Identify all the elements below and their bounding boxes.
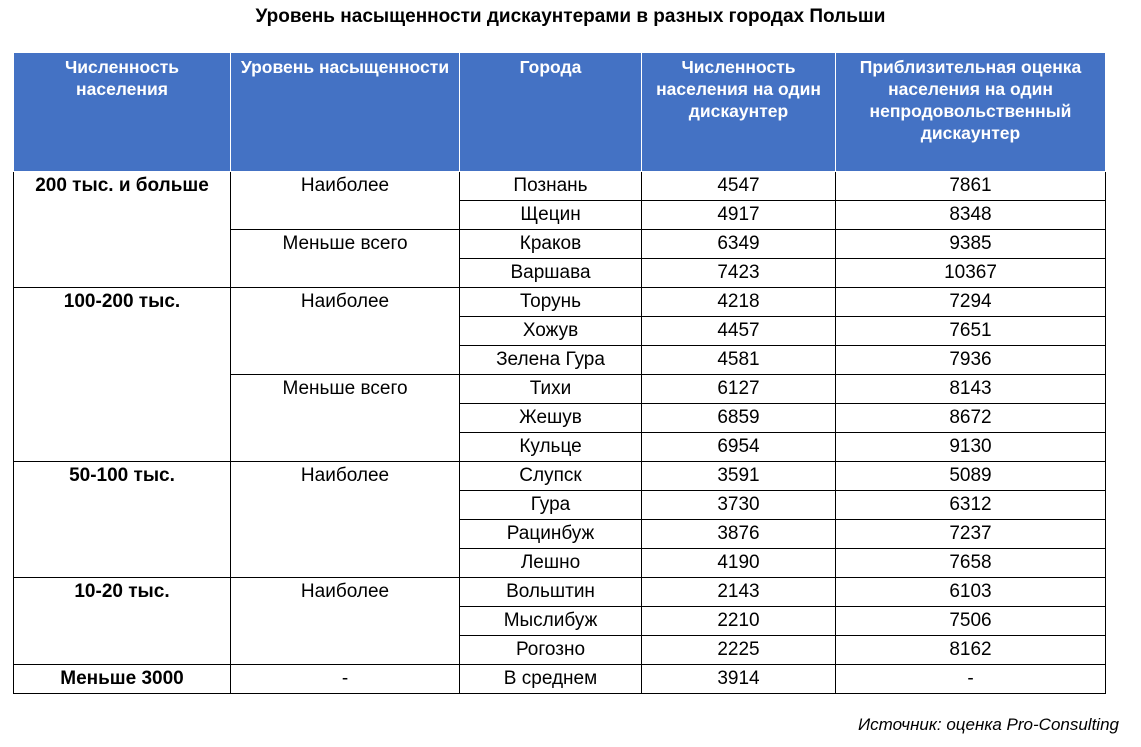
per-nonfood-cell: 7237 <box>836 520 1106 549</box>
per-discounter-cell: 7423 <box>642 259 836 288</box>
per-nonfood-cell: 6312 <box>836 491 1106 520</box>
source-note: Источник: оценка Pro-Consulting <box>857 715 1119 734</box>
per-discounter-cell: 4457 <box>642 317 836 346</box>
header-level: Уровень насыщенности <box>231 53 460 172</box>
city-cell: Щецин <box>460 201 642 230</box>
per-discounter-cell: 3591 <box>642 462 836 491</box>
city-cell: Гура <box>460 491 642 520</box>
population-group-cell: 100-200 тыс. <box>14 288 231 462</box>
per-nonfood-cell: 7651 <box>836 317 1106 346</box>
city-cell: Тихи <box>460 375 642 404</box>
level-cell: Наиболее <box>231 288 460 375</box>
per-discounter-cell: 6349 <box>642 230 836 259</box>
header-per-discounter: Численность населения на один дискаунтер <box>642 53 836 172</box>
per-discounter-cell: 3730 <box>642 491 836 520</box>
city-cell: Познань <box>460 172 642 201</box>
city-cell: Варшава <box>460 259 642 288</box>
per-nonfood-cell: 7861 <box>836 172 1106 201</box>
city-cell: Торунь <box>460 288 642 317</box>
table-row <box>14 172 1106 201</box>
per-nonfood-cell: 10367 <box>836 259 1106 288</box>
per-nonfood-cell: 9385 <box>836 230 1106 259</box>
city-cell: Зелена Гура <box>460 346 642 375</box>
level-cell: Наиболее <box>231 578 460 665</box>
city-cell: Хожув <box>460 317 642 346</box>
level-cell: - <box>231 665 460 694</box>
level-cell: Наиболее <box>231 172 460 230</box>
city-cell: Жешув <box>460 404 642 433</box>
population-group-cell: 50-100 тыс. <box>14 462 231 578</box>
per-discounter-cell: 4190 <box>642 549 836 578</box>
header-row <box>14 53 1106 172</box>
table-row <box>14 578 1106 607</box>
header-per-nonfood-discounter: Приблизительная оценка населения на один непродовольственный дискаунтер <box>836 53 1106 172</box>
population-group-cell: 10-20 тыс. <box>14 578 231 665</box>
per-discounter-cell: 4917 <box>642 201 836 230</box>
per-nonfood-cell: 7506 <box>836 607 1106 636</box>
per-discounter-cell: 2225 <box>642 636 836 665</box>
per-nonfood-cell: 8143 <box>836 375 1106 404</box>
city-cell: Мыслибуж <box>460 607 642 636</box>
per-nonfood-cell: 9130 <box>836 433 1106 462</box>
per-nonfood-cell: 7658 <box>836 549 1106 578</box>
city-cell: Рацинбуж <box>460 520 642 549</box>
table-row <box>14 288 1106 317</box>
per-discounter-cell: 6127 <box>642 375 836 404</box>
per-nonfood-cell: 8348 <box>836 201 1106 230</box>
table-row <box>14 462 1106 491</box>
per-nonfood-cell: - <box>836 665 1106 694</box>
level-cell: Меньше всего <box>231 375 460 462</box>
per-discounter-cell: 3876 <box>642 520 836 549</box>
header-cities: Города <box>460 53 642 172</box>
per-discounter-cell: 2143 <box>642 578 836 607</box>
table-row <box>14 665 1106 694</box>
header-population: Численность населения <box>14 53 231 172</box>
per-discounter-cell: 3914 <box>642 665 836 694</box>
per-discounter-cell: 6954 <box>642 433 836 462</box>
city-cell: Краков <box>460 230 642 259</box>
city-cell: В среднем <box>460 665 642 694</box>
population-group-cell: 200 тыс. и больше <box>14 172 231 288</box>
per-discounter-cell: 4581 <box>642 346 836 375</box>
per-discounter-cell: 6859 <box>642 404 836 433</box>
level-cell: Меньше всего <box>231 230 460 288</box>
per-nonfood-cell: 8162 <box>836 636 1106 665</box>
level-cell: Наиболее <box>231 462 460 578</box>
discounter-table <box>13 52 1106 694</box>
per-nonfood-cell: 7294 <box>836 288 1106 317</box>
city-cell: Лешно <box>460 549 642 578</box>
city-cell: Рогозно <box>460 636 642 665</box>
per-nonfood-cell: 8672 <box>836 404 1106 433</box>
page-title: Уровень насыщенности дискаунтерами в разных городах Польши <box>255 6 886 27</box>
per-nonfood-cell: 7936 <box>836 346 1106 375</box>
per-discounter-cell: 4218 <box>642 288 836 317</box>
city-cell: Вольштин <box>460 578 642 607</box>
per-discounter-cell: 4547 <box>642 172 836 201</box>
per-nonfood-cell: 6103 <box>836 578 1106 607</box>
population-group-cell: Меньше 3000 <box>14 665 231 694</box>
per-nonfood-cell: 5089 <box>836 462 1106 491</box>
city-cell: Слупск <box>460 462 642 491</box>
per-discounter-cell: 2210 <box>642 607 836 636</box>
city-cell: Кульце <box>460 433 642 462</box>
